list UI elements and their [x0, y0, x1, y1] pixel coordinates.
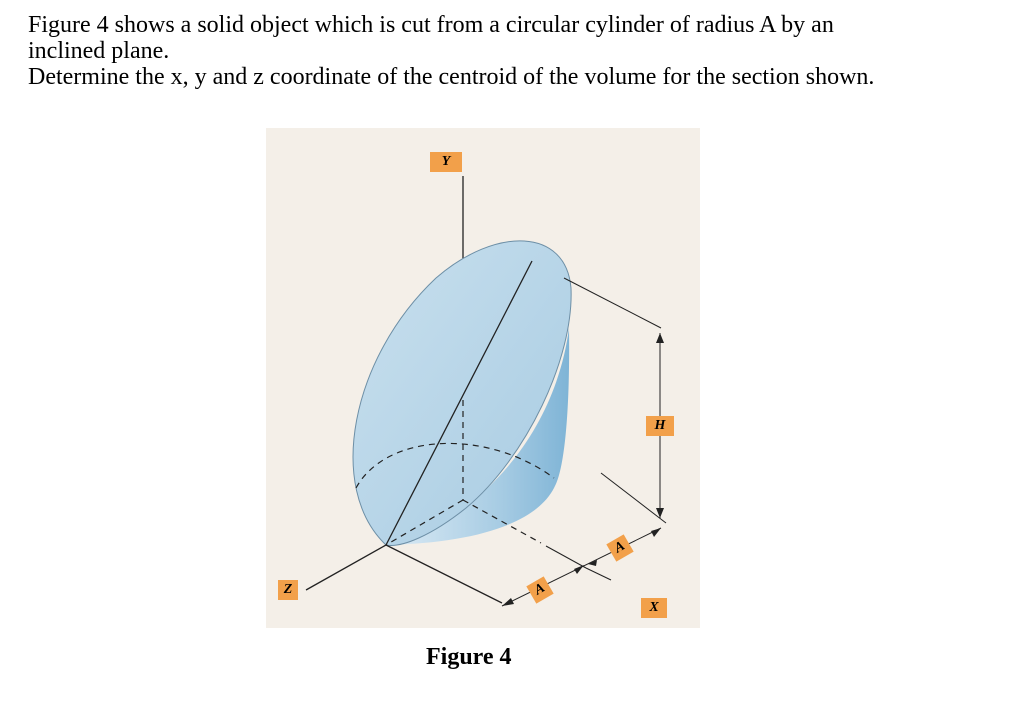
problem-line-1: Figure 4 shows a solid object which is cut from a circular cylinder of radius A by an — [28, 12, 834, 38]
a-extension-1 — [546, 546, 586, 568]
h-extension-top — [564, 278, 661, 328]
y-axis-label: Y — [430, 152, 462, 172]
a-dimension-label-2: A — [606, 534, 633, 561]
x-axis-line — [386, 545, 502, 603]
x-axis-label: X — [641, 598, 667, 618]
h-dimension-label: H — [646, 416, 674, 436]
figure-4-diagram — [266, 128, 700, 628]
z-axis-label: Z — [278, 580, 298, 600]
problem-line-2: inclined plane. — [28, 38, 170, 64]
a-arrow-4 — [651, 528, 661, 537]
a-arrow-1 — [502, 598, 514, 606]
h-extension-bottom — [601, 473, 666, 523]
a-arrow-2 — [574, 565, 584, 574]
figure-caption: Figure 4 — [426, 644, 512, 670]
problem-line-3: Determine the x, y and z coordinate of the centroid of the volume for the section shown. — [28, 64, 875, 90]
h-arrow-top — [656, 333, 664, 343]
z-axis-line — [306, 545, 386, 590]
a-extension-2 — [586, 568, 611, 580]
solid-diagram — [266, 128, 700, 628]
problem-statement — [28, 12, 1008, 90]
a-dimension-label-1: A — [526, 576, 553, 603]
